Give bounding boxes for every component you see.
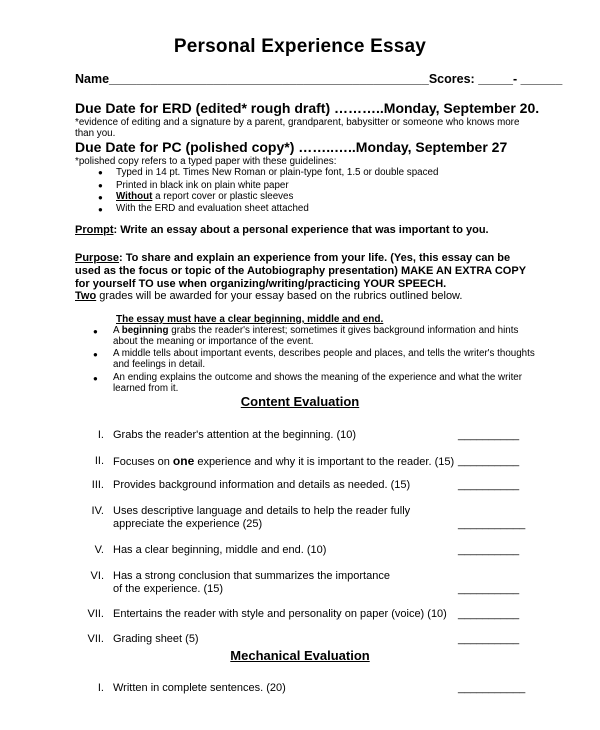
bullet-icon: ● bbox=[93, 327, 98, 336]
rubric-item: Uses descriptive language and details to help the reader fully bbox=[113, 505, 411, 517]
prompt-label: Prompt bbox=[75, 224, 114, 236]
mechanical-evaluation-heading: Mechanical Evaluation bbox=[230, 648, 370, 663]
page-title: Personal Experience Essay bbox=[173, 36, 427, 57]
item-number: VII. bbox=[87, 633, 104, 645]
bullet-icon: ● bbox=[98, 181, 103, 190]
item-number: I. bbox=[97, 429, 104, 441]
without-emphasis: Without bbox=[116, 191, 153, 202]
rubric-item-continuation: appreciate the experience (25) bbox=[113, 518, 263, 530]
prompt bbox=[75, 224, 489, 236]
score-blank[interactable]: __________ bbox=[458, 479, 520, 491]
rubric-item: Has a clear beginning, middle and end. (10) bbox=[113, 544, 327, 556]
item-number: V. bbox=[94, 544, 104, 556]
item-number: III. bbox=[91, 479, 104, 491]
item-number: VII. bbox=[87, 608, 104, 620]
erd-note-line2: than you. bbox=[75, 128, 116, 139]
purpose-line1: Purpose: To share and explain an experience from your life. (Yes, this essay can be bbox=[75, 252, 511, 264]
rubric-item-continuation: of the experience. (15) bbox=[113, 583, 224, 595]
score-blank[interactable]: ___________ bbox=[458, 682, 526, 694]
purpose-line3: for yourself TO use when organizing/writing/practicing YOUR SPEECH. bbox=[75, 278, 447, 290]
prompt-text: : Write an essay about a personal experience that was important to you. bbox=[113, 224, 489, 236]
pc-note: *polished copy refers to a typed paper with these guidelines: bbox=[75, 156, 337, 167]
name-label: Name bbox=[75, 72, 110, 86]
bullet-icon: ● bbox=[93, 350, 98, 359]
name-scores-line bbox=[75, 72, 562, 86]
erd-due-date: Due Date for ERD (edited* rough draft) ………..Monday, September 20. bbox=[75, 100, 540, 116]
list-item: With the ERD and evaluation sheet attached bbox=[116, 203, 309, 214]
score-blank[interactable]: __________ bbox=[458, 633, 520, 645]
list-item-continuation: and feelings in detail. bbox=[113, 359, 206, 370]
list-item: Printed in black ink on plain white paper bbox=[116, 180, 289, 191]
name-blank[interactable]: ______________________________________________ bbox=[109, 72, 429, 86]
scores-blank[interactable]: _____- ______ bbox=[478, 72, 563, 86]
bullet-icon: ● bbox=[98, 193, 103, 202]
list-item-continuation: about the meaning or importance of the event. bbox=[113, 336, 314, 347]
pc-due-date: Due Date for PC (polished copy*) ……..…..Monday, September 27 bbox=[75, 139, 508, 155]
list-item-continuation: learned from it. bbox=[113, 383, 179, 394]
content-evaluation-heading: Content Evaluation bbox=[240, 394, 360, 409]
item-number: VI. bbox=[90, 570, 104, 582]
beginning-emphasis: beginning bbox=[121, 325, 169, 336]
score-blank[interactable]: __________ bbox=[458, 544, 520, 556]
rubric-item: Focuses on one experience and why it is important to the reader. (15) bbox=[113, 454, 455, 468]
rubric-item: Grading sheet (5) bbox=[113, 633, 199, 645]
item-number: II. bbox=[94, 455, 104, 467]
rubric-item: Provides background information and details as needed. (15) bbox=[113, 479, 411, 491]
item-number: I. bbox=[97, 682, 104, 694]
structure-heading: The essay must have a clear beginning, middle and end. bbox=[116, 314, 384, 325]
score-blank[interactable]: __________ bbox=[458, 608, 520, 620]
rubric-item: Grabs the reader's attention at the beginning. (10) bbox=[113, 429, 357, 441]
two-emphasis: Two bbox=[75, 290, 97, 302]
list-item: An ending explains the outcome and shows the meaning of the experience and what the writer bbox=[113, 372, 523, 383]
score-blank[interactable]: __________ bbox=[458, 455, 520, 467]
score-blank[interactable]: __________ bbox=[458, 583, 520, 595]
rubric-item: Has a strong conclusion that summarizes the importance bbox=[113, 570, 390, 582]
one-emphasis: one bbox=[172, 454, 195, 468]
purpose-line4: Two grades will be awarded for your essay based on the rubrics outlined below. bbox=[75, 290, 463, 302]
list-item: Typed in 14 pt. Times New Roman or plain-type font, 1.5 or double spaced bbox=[116, 167, 439, 178]
score-blank[interactable]: __________ bbox=[458, 429, 520, 441]
list-item: Without a report cover or plastic sleeves bbox=[116, 191, 294, 202]
purpose-label: Purpose bbox=[75, 252, 120, 264]
bullet-icon: ● bbox=[98, 205, 103, 214]
bullet-icon: ● bbox=[98, 168, 103, 177]
item-number: IV. bbox=[91, 505, 104, 517]
purpose-line2: used as the focus or topic of the Autobiography presentation) MAKE AN EXTRA COPY bbox=[75, 265, 527, 277]
erd-note-line1: *evidence of editing and a signature by a parent, grandparent, babysitter or someone who knows more bbox=[75, 117, 520, 128]
list-item: A beginning grabs the reader's interest; sometimes it gives background information and hints bbox=[113, 325, 519, 336]
bullet-icon: ● bbox=[93, 374, 98, 383]
rubric-item: Entertains the reader with style and personality on paper (voice) (10) bbox=[113, 608, 447, 620]
rubric-item: Written in complete sentences. (20) bbox=[113, 682, 286, 694]
list-item: A middle tells about important events, describes people and places, and tells the writer's thoughts bbox=[113, 348, 535, 359]
scores-label: Scores: bbox=[428, 72, 479, 86]
score-blank[interactable]: ___________ bbox=[458, 518, 526, 530]
